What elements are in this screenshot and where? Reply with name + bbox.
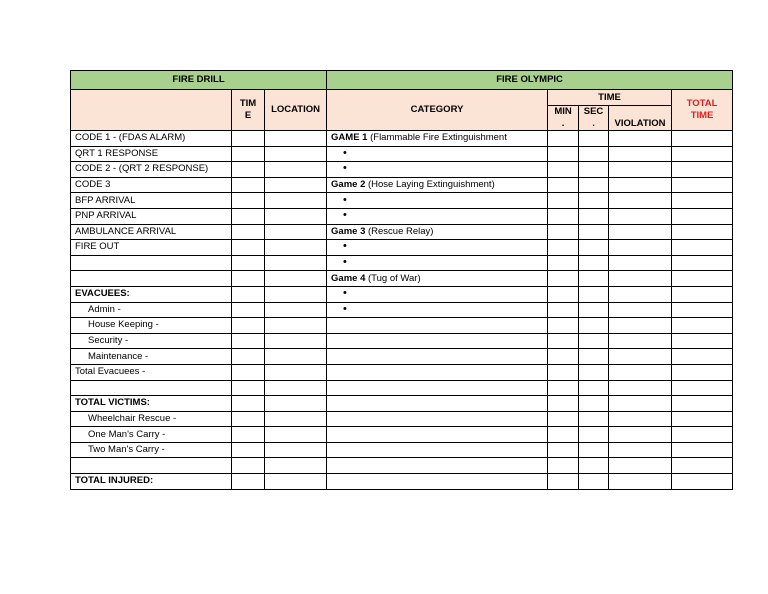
total-time-cell[interactable] [672,208,733,224]
category-header: CATEGORY [327,90,548,131]
total-time-cell[interactable] [672,146,733,162]
violation-cell[interactable] [609,131,672,147]
category-cell[interactable] [327,349,548,365]
drill-item: Security - [71,333,232,349]
violation-cell[interactable] [609,458,672,474]
drill-item: TOTAL INJURED: [71,474,232,490]
sec-cell[interactable] [579,396,609,412]
table-row [71,411,733,427]
sec-cell[interactable] [579,224,609,240]
drill-item: CODE 2 - (QRT 2 RESPONSE) [71,162,232,178]
time-cell[interactable] [232,146,265,162]
total-time-cell[interactable] [672,224,733,240]
total-time-cell[interactable] [672,271,733,287]
drill-item: Admin - [71,302,232,318]
sec-dot: . [592,118,595,129]
sec-cell[interactable] [579,302,609,318]
total-time-cell[interactable] [672,193,733,209]
category-cell[interactable] [327,380,548,396]
table-row [71,177,733,193]
time-cell[interactable] [232,318,265,334]
sec-cell[interactable] [579,318,609,334]
location-cell[interactable] [265,208,327,224]
location-cell[interactable] [265,333,327,349]
time-cell[interactable] [232,302,265,318]
violation-cell[interactable] [609,208,672,224]
game-name: Game 2 [331,179,366,191]
drill-item: CODE 1 - (FDAS ALARM) [71,131,232,147]
game-desc: (Flammable Fire Extinguishment [370,132,507,144]
time-group-header: TIME [548,90,672,106]
violation-cell[interactable] [609,474,672,490]
time-cell[interactable] [232,380,265,396]
time-cell[interactable] [232,411,265,427]
category-cell[interactable] [327,427,548,443]
table-row [71,271,733,287]
min-dot: . [561,118,565,129]
time-cell[interactable] [232,427,265,443]
sec-cell[interactable] [579,411,609,427]
section-band-row [71,71,733,90]
min-cell[interactable] [548,162,579,178]
total-time-cell[interactable] [672,442,733,458]
game-desc: (Rescue Relay) [368,225,434,237]
category-cell[interactable] [327,458,548,474]
time-cell[interactable] [232,396,265,412]
total-time-cell[interactable] [672,286,733,302]
drill-item: Total Evacuees - [71,364,232,380]
min-cell[interactable] [548,271,579,287]
violation-cell[interactable] [609,146,672,162]
table-row [71,442,733,458]
drill-item: EVACUEES: [71,286,232,302]
time-cell[interactable] [232,131,265,147]
min-cell[interactable] [548,177,579,193]
location-cell[interactable] [265,240,327,256]
sec-header [579,106,609,131]
time-header-line2: E [244,110,252,121]
min-cell[interactable] [548,442,579,458]
total-time-cell[interactable] [672,240,733,256]
violation-cell[interactable] [609,271,672,287]
category-cell[interactable] [327,396,548,412]
location-header: LOCATION [265,90,327,131]
bullet-icon: • [343,287,347,300]
bullet-item[interactable] [327,286,548,302]
category-cell[interactable] [327,474,548,490]
min-header [548,106,579,131]
category-cell[interactable] [327,333,548,349]
min-cell[interactable] [548,318,579,334]
location-cell[interactable] [265,396,327,412]
sec-cell[interactable] [579,208,609,224]
sec-cell[interactable] [579,162,609,178]
min-cell[interactable] [548,131,579,147]
drill-item: Maintenance - [71,349,232,365]
time-cell[interactable] [232,271,265,287]
drill-item: PNP ARRIVAL [71,208,232,224]
total-time-cell[interactable] [672,380,733,396]
min-cell[interactable] [548,411,579,427]
sec-cell[interactable] [579,442,609,458]
violation-cell[interactable] [609,240,672,256]
violation-cell[interactable] [609,380,672,396]
sec-cell[interactable] [579,380,609,396]
min-cell[interactable] [548,333,579,349]
violation-cell[interactable] [609,411,672,427]
min-cell[interactable] [548,302,579,318]
sec-cell[interactable] [579,193,609,209]
violation-cell[interactable] [609,333,672,349]
time-cell[interactable] [232,364,265,380]
sec-cell[interactable] [579,427,609,443]
table-row [71,458,733,474]
sec-cell[interactable] [579,349,609,365]
bullet-item[interactable] [327,255,548,271]
total-time-header [672,90,733,131]
bullet-item[interactable] [327,146,548,162]
min-cell[interactable] [548,458,579,474]
min-cell[interactable] [548,286,579,302]
violation-cell[interactable] [609,302,672,318]
game-title [327,271,548,287]
fire-drill-olympic-table [70,70,733,490]
total-time-cell[interactable] [672,411,733,427]
game-desc: (Tug of War) [368,272,421,284]
time-cell[interactable] [232,193,265,209]
game-name: Game 4 [331,272,366,284]
bullet-item[interactable] [327,193,548,209]
violation-cell[interactable] [609,224,672,240]
location-cell[interactable] [265,162,327,178]
time-cell[interactable] [232,474,265,490]
bullet-icon: • [343,256,347,269]
table-row [71,302,733,318]
drill-item: TOTAL VICTIMS: [71,396,232,412]
fire-olympic-header: FIRE OLYMPIC [327,71,733,90]
violation-cell[interactable] [609,193,672,209]
total-time-cell[interactable] [672,255,733,271]
time-header [232,90,265,131]
sec-cell[interactable] [579,146,609,162]
violation-cell[interactable] [609,255,672,271]
location-cell[interactable] [265,146,327,162]
location-cell[interactable] [265,349,327,365]
location-cell[interactable] [265,411,327,427]
table-row [71,364,733,380]
total-time-line2: TIME [690,110,714,121]
table-row [71,333,733,349]
category-cell[interactable] [327,442,548,458]
time-cell[interactable] [232,162,265,178]
location-cell[interactable] [265,442,327,458]
table-row [71,427,733,443]
drill-item: CODE 3 [71,177,232,193]
total-time-cell[interactable] [672,396,733,412]
bullet-icon: • [343,240,347,253]
fire-drill-header: FIRE DRILL [71,71,327,90]
category-cell[interactable] [327,364,548,380]
table-row [71,380,733,396]
total-time-cell[interactable] [672,162,733,178]
min-cell[interactable] [548,427,579,443]
min-cell[interactable] [548,146,579,162]
time-cell[interactable] [232,286,265,302]
bullet-icon: • [343,193,347,206]
sec-cell[interactable] [579,177,609,193]
time-cell[interactable] [232,333,265,349]
time-cell[interactable] [232,442,265,458]
table-row [71,208,733,224]
time-cell[interactable] [232,177,265,193]
violation-header: VIOLATION [609,106,672,131]
game-name: Game 3 [331,225,366,237]
table-row [71,240,733,256]
bullet-icon: • [343,209,347,222]
bullet-icon: • [343,302,347,315]
total-time-line1: TOTAL [686,98,718,109]
total-time-cell[interactable] [672,364,733,380]
table-row [71,224,733,240]
min-cell[interactable] [548,208,579,224]
location-cell[interactable] [265,427,327,443]
sec-cell[interactable] [579,474,609,490]
column-header-row-1 [71,90,733,106]
game-title [327,224,548,240]
location-cell[interactable] [265,380,327,396]
violation-cell[interactable] [609,286,672,302]
bullet-icon: • [343,146,347,159]
sec-cell[interactable] [579,458,609,474]
table-row [71,286,733,302]
table-row [71,474,733,490]
location-cell[interactable] [265,302,327,318]
game-desc: (Hose Laying Extinguishment) [368,179,495,191]
min-cell[interactable] [548,193,579,209]
game-name: GAME 1 [331,132,368,144]
sec-cell[interactable] [579,255,609,271]
min-label: MIN [554,106,572,117]
location-cell[interactable] [265,271,327,287]
min-cell[interactable] [548,224,579,240]
min-cell[interactable] [548,240,579,256]
min-cell[interactable] [548,364,579,380]
sec-label: SEC [583,106,604,117]
game-title [327,177,548,193]
time-header-line1: TIM [239,98,257,109]
total-time-cell[interactable] [672,349,733,365]
table-row [71,255,733,271]
min-cell[interactable] [548,380,579,396]
total-time-cell[interactable] [672,177,733,193]
time-cell[interactable] [232,349,265,365]
sec-cell[interactable] [579,286,609,302]
location-cell[interactable] [265,255,327,271]
violation-cell[interactable] [609,396,672,412]
drill-item [71,380,232,396]
total-time-cell[interactable] [672,333,733,349]
drill-item: Two Man's Carry - [71,442,232,458]
category-cell[interactable] [327,318,548,334]
time-cell[interactable] [232,224,265,240]
time-cell[interactable] [232,208,265,224]
bullet-icon: • [343,162,347,175]
total-time-cell[interactable] [672,474,733,490]
category-cell[interactable] [327,411,548,427]
sec-cell[interactable] [579,240,609,256]
drill-item: One Man's Carry - [71,427,232,443]
sec-cell[interactable] [579,131,609,147]
location-cell[interactable] [265,224,327,240]
min-cell[interactable] [548,474,579,490]
drill-item [71,458,232,474]
location-cell[interactable] [265,131,327,147]
bullet-item[interactable] [327,240,548,256]
bullet-item[interactable] [327,302,548,318]
time-cell[interactable] [232,458,265,474]
time-cell[interactable] [232,255,265,271]
violation-cell[interactable] [609,442,672,458]
bullet-item[interactable] [327,208,548,224]
table-row [71,146,733,162]
min-cell[interactable] [548,396,579,412]
table-row [71,349,733,365]
drill-item: House Keeping - [71,318,232,334]
total-time-cell[interactable] [672,318,733,334]
drill-item: FIRE OUT [71,240,232,256]
table-row [71,193,733,209]
drill-item [71,255,232,271]
violation-cell[interactable] [609,318,672,334]
table-row [71,162,733,178]
location-cell[interactable] [265,364,327,380]
location-cell[interactable] [265,318,327,334]
drill-item: Wheelchair Rescue - [71,411,232,427]
sec-cell[interactable] [579,333,609,349]
time-cell[interactable] [232,240,265,256]
violation-cell[interactable] [609,162,672,178]
total-time-cell[interactable] [672,427,733,443]
total-time-cell[interactable] [672,302,733,318]
table-row [71,396,733,412]
location-cell[interactable] [265,458,327,474]
min-cell[interactable] [548,255,579,271]
violation-cell[interactable] [609,177,672,193]
min-cell[interactable] [548,349,579,365]
table-row [71,318,733,334]
location-cell[interactable] [265,474,327,490]
violation-cell[interactable] [609,427,672,443]
violation-cell[interactable] [609,349,672,365]
violation-cell[interactable] [609,364,672,380]
sec-cell[interactable] [579,364,609,380]
location-cell[interactable] [265,286,327,302]
location-cell[interactable] [265,177,327,193]
table-row [71,131,733,147]
drill-item: QRT 1 RESPONSE [71,146,232,162]
drill-item [71,271,232,287]
bullet-item[interactable] [327,162,548,178]
total-time-cell[interactable] [672,458,733,474]
sec-cell[interactable] [579,271,609,287]
total-time-cell[interactable] [672,131,733,147]
drill-item: BFP ARRIVAL [71,193,232,209]
drill-item-header [71,90,232,131]
location-cell[interactable] [265,193,327,209]
drill-item: AMBULANCE ARRIVAL [71,224,232,240]
game-title [327,131,548,147]
